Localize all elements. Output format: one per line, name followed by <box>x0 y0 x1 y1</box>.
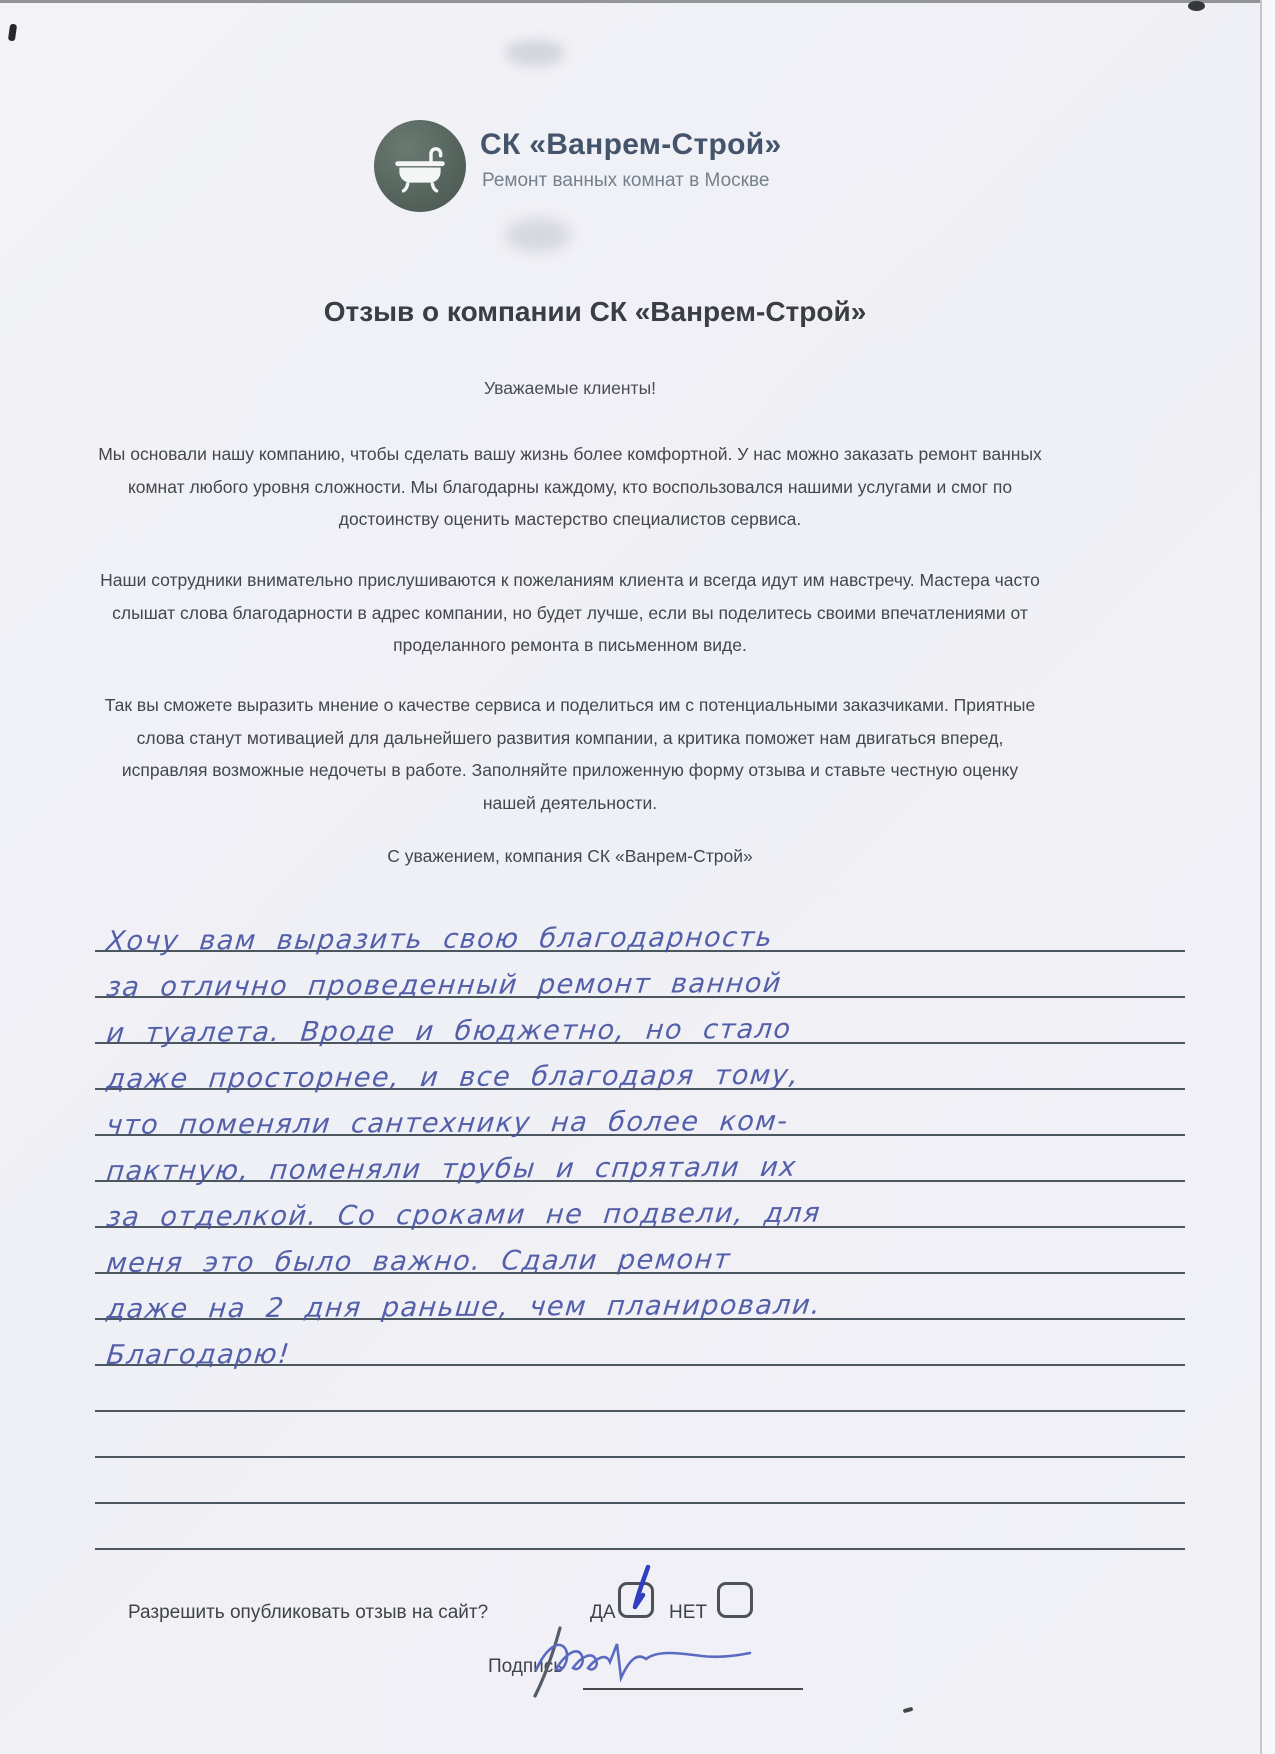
handwritten-review-area[interactable] <box>95 906 1185 1550</box>
no-label: НЕТ <box>669 1602 707 1623</box>
handwritten-text: даже просторнее, и все благодаря тому, <box>105 1059 801 1095</box>
signature-scrawl <box>520 1622 770 1705</box>
scan-artifact-mark <box>8 24 17 42</box>
ruled-line[interactable] <box>95 1458 1185 1504</box>
staff-paragraph: Наши сотрудники внимательно прислушиваются к пожеланиям клиента и всегда идут им навстречу. Мастера часто слышат слова благодарности в адрес компании, но будет лучше, если вы поделитесь своими впечатлениями от проделанного ремонта в письменном виде. <box>100 570 1040 655</box>
ruled-line[interactable] <box>95 1366 1185 1412</box>
scan-artifact-page-edge <box>1260 0 1275 1754</box>
handwritten-text: пактную, поменяли трубы и спрятали их <box>105 1151 799 1187</box>
handwritten-text: Благодарю! <box>105 1338 293 1371</box>
signature-label: Подпись <box>488 1656 564 1677</box>
ruled-line[interactable] <box>95 1044 1185 1095</box>
ruled-line[interactable] <box>95 952 1185 1003</box>
ruled-line[interactable] <box>95 1412 1185 1458</box>
signoff-line: С уважением, компания СК «Ванрем-Строй» <box>387 846 753 866</box>
company-name: СК «Ванрем-Строй» <box>480 128 782 161</box>
company-tagline: Ремонт ванных комнат в Москве <box>482 170 770 191</box>
handwritten-text: меня это было важно. Сдали ремонт <box>105 1244 733 1279</box>
company-logo <box>374 120 466 212</box>
ruled-line[interactable] <box>95 1504 1185 1550</box>
ruled-line[interactable] <box>95 1136 1185 1187</box>
ruled-line[interactable] <box>95 1182 1185 1233</box>
handwritten-text: Хочу вам выразить свою благодарность <box>105 921 775 957</box>
check-mark-icon <box>618 1563 662 1630</box>
ruled-line[interactable] <box>95 1228 1185 1279</box>
ruled-line[interactable] <box>95 906 1185 957</box>
handwritten-text: и туалета. Вроде и бюджетно, но стало <box>105 1013 794 1049</box>
handwritten-text: за отлично проведенный ремонт ванной <box>105 967 784 1003</box>
yes-checkbox[interactable] <box>618 1582 654 1618</box>
bathtub-icon <box>387 131 453 202</box>
scan-artifact-top-edge <box>0 0 1275 3</box>
page-title: Отзыв о компании СК «Ванрем-Строй» <box>323 296 867 327</box>
ruled-line[interactable] <box>95 1274 1185 1325</box>
scan-artifact-smudge <box>505 40 565 66</box>
greeting-line: Уважаемые клиенты! <box>483 378 657 398</box>
handwritten-text: за отделкой. Со сроками не подвели, для <box>105 1197 823 1233</box>
no-checkbox[interactable] <box>717 1582 753 1618</box>
ruled-line[interactable] <box>95 1090 1185 1141</box>
intro-paragraph: Мы основали нашу компанию, чтобы сделать вашу жизнь более комфортной. У нас можно заказать ремонт ванных комнат любого уровня сложности. Мы благодарны каждому, кто воспользовался нашими услугами и смог по достоинству оценить мастерство специалистов сервиса. <box>98 444 1042 529</box>
ruled-line[interactable] <box>95 1320 1185 1371</box>
scan-artifact-mark <box>903 1707 914 1713</box>
publish-question-label: Разрешить опубликовать отзыв на сайт? <box>128 1602 489 1623</box>
ruled-line[interactable] <box>95 998 1185 1049</box>
feedback-paragraph: Так вы сможете выразить мнение о качестве сервиса и поделиться им с потенциальными заказчиками. Приятные слова станут мотивацией для дальнейшего развития компании, а критика поможет нам двигаться вперед, исправляя возможные недочеты в работе. Заполняйте приложенную форму отзыва и ставьте честную оценку нашей деятельности. <box>104 695 1036 813</box>
scan-artifact-blob <box>1188 1 1205 11</box>
handwritten-text: даже на 2 дня раньше, чем планировали. <box>105 1289 823 1325</box>
yes-label: ДА <box>590 1602 616 1623</box>
handwritten-text: что поменяли сантехнику на более ком- <box>105 1105 791 1141</box>
scan-artifact-smudge <box>505 218 571 252</box>
